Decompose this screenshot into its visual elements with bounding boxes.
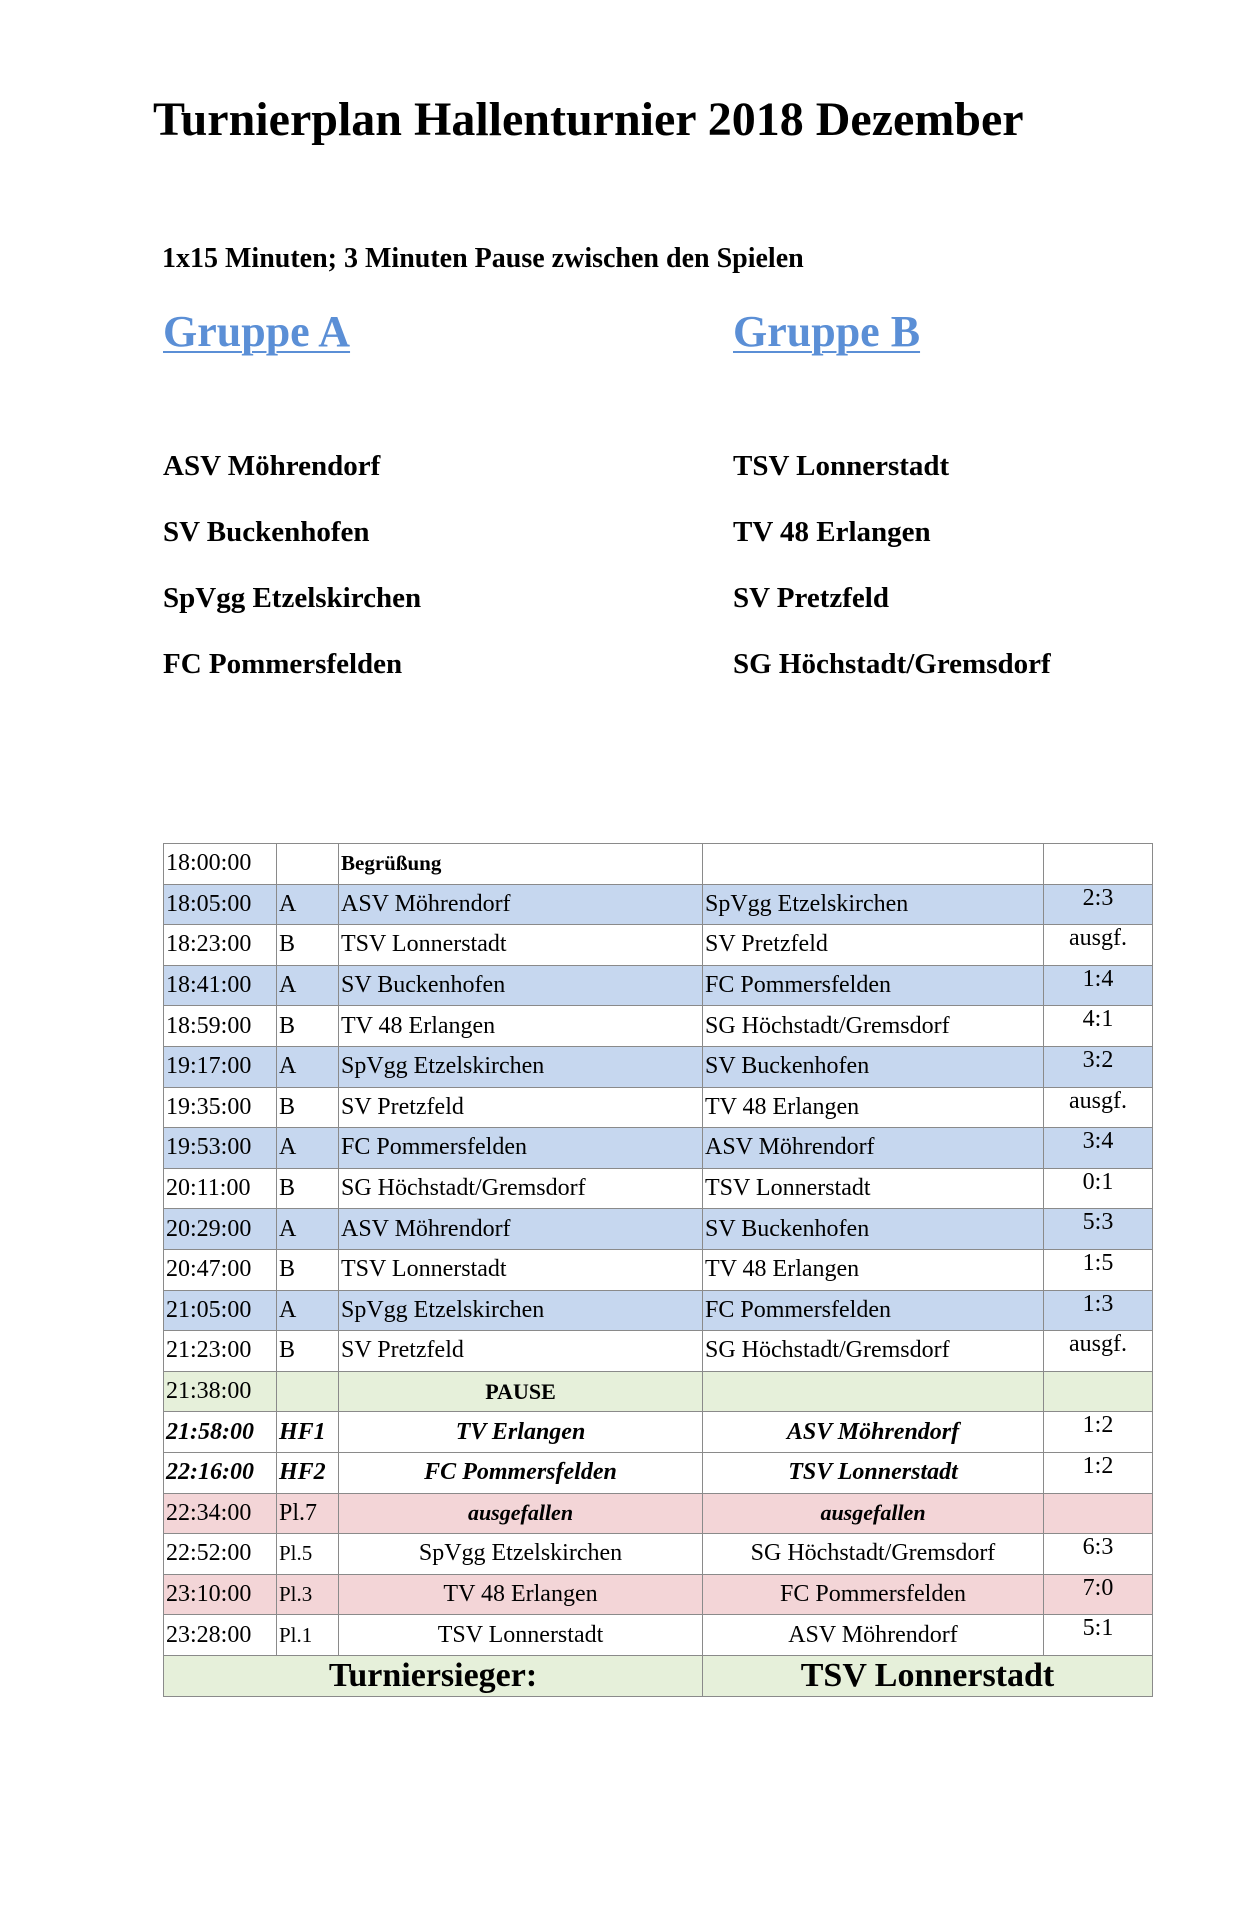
group-b-team: SV Pretzfeld [733,582,889,614]
match-time: 19:35:00 [164,1087,277,1128]
match-score: ausgf. [1044,1331,1153,1372]
match-group: B [277,1331,339,1372]
group-b-team: TV 48 Erlangen [733,516,931,548]
match-time: 20:11:00 [164,1168,277,1209]
match-time: 18:05:00 [164,884,277,925]
match-home: SV Pretzfeld [339,1331,703,1372]
match-score: 6:3 [1044,1534,1153,1575]
match-group: B [277,1168,339,1209]
match-away: TSV Lonnerstadt [703,1452,1044,1493]
match-away: ASV Möhrendorf [703,1412,1044,1453]
match-time: 22:34:00 [164,1493,277,1534]
match-time: 20:29:00 [164,1209,277,1250]
match-time: 21:58:00 [164,1412,277,1453]
match-score [1044,844,1153,885]
table-row [164,844,1153,885]
group-a-team: ASV Möhrendorf [163,450,381,482]
match-score: 1:3 [1044,1290,1153,1331]
match-group: A [277,1290,339,1331]
match-home: TSV Lonnerstadt [339,1249,703,1290]
group-b-team: SG Höchstadt/Gremsdorf [733,648,1051,680]
match-home: ausgefallen [339,1493,703,1534]
table-row [164,1452,1153,1493]
match-score: ausgf. [1044,1087,1153,1128]
match-away: SV Buckenhofen [703,1046,1044,1087]
match-group [277,1371,339,1412]
table-row [164,1574,1153,1615]
match-group: A [277,1046,339,1087]
match-group: HF2 [277,1452,339,1493]
match-away: SV Pretzfeld [703,925,1044,966]
table-row [164,1331,1153,1372]
match-group: A [277,1209,339,1250]
match-score: 5:1 [1044,1615,1153,1656]
table-row [164,925,1153,966]
match-group [277,844,339,885]
match-group: B [277,925,339,966]
match-away: SG Höchstadt/Gremsdorf [703,1534,1044,1575]
match-group: B [277,1006,339,1047]
match-home: TV 48 Erlangen [339,1006,703,1047]
match-group: Pl.7 [277,1493,339,1534]
match-away [703,1371,1044,1412]
table-row [164,884,1153,925]
match-home: FC Pommersfelden [339,1128,703,1169]
match-away: SpVgg Etzelskirchen [703,884,1044,925]
match-score: 2:3 [1044,884,1153,925]
table-row [164,1006,1153,1047]
table-row [164,965,1153,1006]
match-score: 7:0 [1044,1574,1153,1615]
match-score: 3:4 [1044,1128,1153,1169]
table-row [164,1087,1153,1128]
table-row [164,1534,1153,1575]
match-home: PAUSE [339,1371,703,1412]
match-home: Begrüßung [339,844,703,885]
winner-team: TSV Lonnerstadt [703,1655,1153,1696]
match-group: HF1 [277,1412,339,1453]
match-home: TV 48 Erlangen [339,1574,703,1615]
match-time: 21:23:00 [164,1331,277,1372]
table-row [164,1046,1153,1087]
table-row [164,1249,1153,1290]
match-group: Pl.5 [277,1534,339,1575]
match-time: 21:38:00 [164,1371,277,1412]
match-score: 4:1 [1044,1006,1153,1047]
match-away: SG Höchstadt/Gremsdorf [703,1006,1044,1047]
match-group: A [277,965,339,1006]
match-group: B [277,1249,339,1290]
match-home: SpVgg Etzelskirchen [339,1534,703,1575]
group-b-team: TSV Lonnerstadt [733,450,950,482]
match-time: 21:05:00 [164,1290,277,1331]
page-title: Turnierplan Hallenturnier 2018 Dezember [153,93,1024,146]
match-group: B [277,1087,339,1128]
match-away [703,844,1044,885]
match-home: TSV Lonnerstadt [339,925,703,966]
winner-row [164,1655,1153,1696]
match-score [1044,1371,1153,1412]
match-away: TSV Lonnerstadt [703,1168,1044,1209]
match-time: 19:17:00 [164,1046,277,1087]
match-score: 0:1 [1044,1168,1153,1209]
match-home: SG Höchstadt/Gremsdorf [339,1168,703,1209]
winner-label: Turniersieger: [164,1655,703,1696]
group-b-heading: Gruppe B [733,307,921,356]
match-score: 1:5 [1044,1249,1153,1290]
match-away: SV Buckenhofen [703,1209,1044,1250]
match-time: 18:59:00 [164,1006,277,1047]
match-score: 1:2 [1044,1412,1153,1453]
match-away: FC Pommersfelden [703,1290,1044,1331]
match-home: TV Erlangen [339,1412,703,1453]
match-time: 22:52:00 [164,1534,277,1575]
table-row [164,1412,1153,1453]
table-row [164,1128,1153,1169]
table-row [164,1493,1153,1534]
match-time: 18:23:00 [164,925,277,966]
match-group: A [277,1128,339,1169]
match-time: 23:28:00 [164,1615,277,1656]
table-row [164,1615,1153,1656]
group-a-team: FC Pommersfelden [163,648,403,680]
match-score: ausgf. [1044,925,1153,966]
match-home: SV Buckenhofen [339,965,703,1006]
match-score: 1:2 [1044,1452,1153,1493]
match-time: 23:10:00 [164,1574,277,1615]
match-score: 1:4 [1044,965,1153,1006]
match-home: SV Pretzfeld [339,1087,703,1128]
match-home: ASV Möhrendorf [339,884,703,925]
match-away: ASV Möhrendorf [703,1615,1044,1656]
group-a-heading: Gruppe A [163,307,351,356]
match-away: FC Pommersfelden [703,1574,1044,1615]
match-score: 5:3 [1044,1209,1153,1250]
match-time: 18:41:00 [164,965,277,1006]
match-home: SpVgg Etzelskirchen [339,1046,703,1087]
match-group: Pl.1 [277,1615,339,1656]
match-away: FC Pommersfelden [703,965,1044,1006]
match-home: TSV Lonnerstadt [339,1615,703,1656]
table-row [164,1290,1153,1331]
match-time: 19:53:00 [164,1128,277,1169]
match-time: 18:00:00 [164,844,277,885]
match-away: ASV Möhrendorf [703,1128,1044,1169]
match-group: A [277,884,339,925]
schedule-table [163,843,1153,1697]
table-row [164,1209,1153,1250]
match-group: Pl.3 [277,1574,339,1615]
match-away: TV 48 Erlangen [703,1249,1044,1290]
match-time: 22:16:00 [164,1452,277,1493]
table-row [164,1168,1153,1209]
match-away: ausgefallen [703,1493,1044,1534]
match-time: 20:47:00 [164,1249,277,1290]
match-home: SpVgg Etzelskirchen [339,1290,703,1331]
match-away: TV 48 Erlangen [703,1087,1044,1128]
table-row [164,1371,1153,1412]
match-away: SG Höchstadt/Gremsdorf [703,1331,1044,1372]
match-score [1044,1493,1153,1534]
group-a-team: SpVgg Etzelskirchen [163,582,422,614]
match-score: 3:2 [1044,1046,1153,1087]
match-home: ASV Möhrendorf [339,1209,703,1250]
subtitle: 1x15 Minuten; 3 Minuten Pause zwischen den Spielen [162,243,804,274]
match-home: FC Pommersfelden [339,1452,703,1493]
group-a-team: SV Buckenhofen [163,516,370,548]
